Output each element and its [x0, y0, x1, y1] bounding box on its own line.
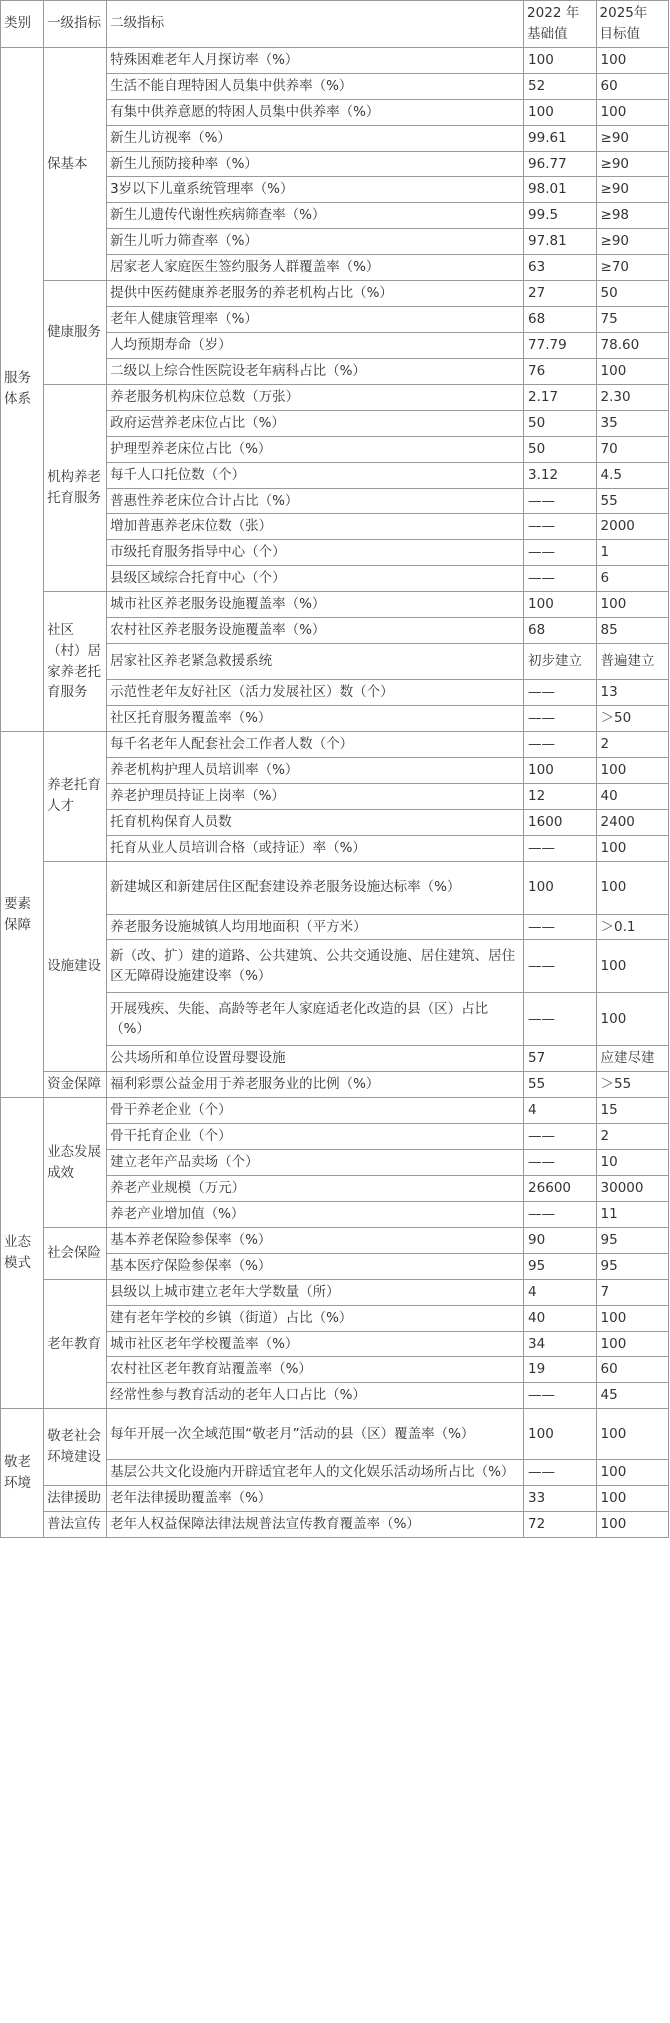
secondary-indicator-cell: 增加普惠养老床位数（张）	[107, 514, 524, 540]
target-value-cell: 100	[596, 47, 668, 73]
primary-indicator-cell: 设施建设	[44, 861, 107, 1072]
base-value-cell: 4	[524, 1279, 596, 1305]
target-value-cell: 35	[596, 410, 668, 436]
base-value-cell: 52	[524, 73, 596, 99]
table-row	[1, 1227, 669, 1253]
base-value-cell: 33	[524, 1486, 596, 1512]
target-value-cell: 15	[596, 1098, 668, 1124]
target-value-cell: 85	[596, 618, 668, 644]
base-value-cell: 68	[524, 307, 596, 333]
primary-indicator-cell: 社会保险	[44, 1227, 107, 1279]
primary-indicator-cell: 资金保障	[44, 1072, 107, 1098]
table-row	[1, 384, 669, 410]
secondary-indicator-cell: 基层公共文化设施内开辟适宜老年人的文化娱乐活动场所占比（%）	[107, 1460, 524, 1486]
table-row	[1, 1486, 669, 1512]
target-value-cell: ≥90	[596, 125, 668, 151]
secondary-indicator-cell: 城市社区老年学校覆盖率（%）	[107, 1331, 524, 1357]
target-value-cell: 13	[596, 680, 668, 706]
base-value-cell: ——	[524, 1124, 596, 1150]
base-value-cell: 26600	[524, 1176, 596, 1202]
target-value-cell: 100	[596, 358, 668, 384]
category-cell: 业态模式	[1, 1098, 44, 1409]
secondary-indicator-cell: 农村社区老年教育站覆盖率（%）	[107, 1357, 524, 1383]
category-cell: 要素保障	[1, 731, 44, 1097]
base-value-cell: 2.17	[524, 384, 596, 410]
base-value-cell: 100	[524, 861, 596, 914]
base-value-cell: 55	[524, 1072, 596, 1098]
base-value-cell: ——	[524, 1460, 596, 1486]
target-value-cell: 75	[596, 307, 668, 333]
base-value-cell: 90	[524, 1227, 596, 1253]
target-value-cell: ≥90	[596, 229, 668, 255]
target-value-cell: 2400	[596, 809, 668, 835]
base-value-cell: 63	[524, 255, 596, 281]
secondary-indicator-cell: 骨干托育企业（个）	[107, 1124, 524, 1150]
target-value-cell: 4.5	[596, 462, 668, 488]
secondary-indicator-cell: 示范性老年友好社区（活力发展社区）数（个）	[107, 680, 524, 706]
secondary-indicator-cell: 农村社区养老服务设施覆盖率（%）	[107, 618, 524, 644]
table-row	[1, 861, 669, 914]
base-value-cell: 100	[524, 47, 596, 73]
target-value-cell: 70	[596, 436, 668, 462]
base-value-cell: 100	[524, 757, 596, 783]
base-value-cell: ——	[524, 488, 596, 514]
secondary-indicator-cell: 公共场所和单位设置母婴设施	[107, 1046, 524, 1072]
table-row	[1, 1409, 669, 1460]
header-target-value	[596, 1, 668, 48]
secondary-indicator-cell: 每年开展一次全域范围“敬老月”活动的县（区）覆盖率（%）	[107, 1409, 524, 1460]
target-value-cell: 30000	[596, 1176, 668, 1202]
secondary-indicator-cell: 养老产业规模（万元）	[107, 1176, 524, 1202]
header-secondary-indicator: 二级指标	[107, 1, 524, 48]
target-value-cell: 100	[596, 1486, 668, 1512]
target-value-cell: 60	[596, 73, 668, 99]
base-value-cell: 95	[524, 1253, 596, 1279]
header-base-line2: 基础值	[527, 25, 568, 42]
base-value-cell: 76	[524, 358, 596, 384]
target-value-cell: 78.60	[596, 332, 668, 358]
target-value-cell: 60	[596, 1357, 668, 1383]
target-value-cell: 100	[596, 861, 668, 914]
target-value-cell: 100	[596, 1305, 668, 1331]
base-value-cell: 100	[524, 1409, 596, 1460]
target-value-cell: 1	[596, 540, 668, 566]
target-value-cell: 普遍建立	[596, 644, 668, 680]
secondary-indicator-cell: 政府运营养老床位占比（%）	[107, 410, 524, 436]
table-row	[1, 47, 669, 73]
secondary-indicator-cell: 提供中医药健康养老服务的养老机构占比（%）	[107, 281, 524, 307]
primary-indicator-cell: 敬老社会环境建设	[44, 1409, 107, 1486]
target-value-cell: 2.30	[596, 384, 668, 410]
secondary-indicator-cell: 人均预期寿命（岁）	[107, 332, 524, 358]
target-value-cell: ≥70	[596, 255, 668, 281]
secondary-indicator-cell: 福利彩票公益金用于养老服务业的比例（%）	[107, 1072, 524, 1098]
table-row	[1, 1279, 669, 1305]
base-value-cell: ——	[524, 914, 596, 940]
base-value-cell: 12	[524, 783, 596, 809]
base-value-cell: ——	[524, 940, 596, 993]
secondary-indicator-cell: 老年法律援助覆盖率（%）	[107, 1486, 524, 1512]
primary-indicator-cell: 健康服务	[44, 281, 107, 385]
secondary-indicator-cell: 新生儿听力筛查率（%）	[107, 229, 524, 255]
secondary-indicator-cell: 托育从业人员培训合格（或持证）率（%）	[107, 835, 524, 861]
target-value-cell: 100	[596, 592, 668, 618]
table-body	[1, 47, 669, 1537]
table-row	[1, 281, 669, 307]
base-value-cell: 72	[524, 1512, 596, 1538]
primary-indicator-cell: 普法宣传	[44, 1512, 107, 1538]
primary-indicator-cell: 机构养老托育服务	[44, 384, 107, 591]
secondary-indicator-cell: 普惠性养老床位合计占比（%）	[107, 488, 524, 514]
secondary-indicator-cell: 每千人口托位数（个）	[107, 462, 524, 488]
target-value-cell: 10	[596, 1150, 668, 1176]
base-value-cell: 68	[524, 618, 596, 644]
target-value-cell: ≥90	[596, 177, 668, 203]
base-value-cell: 4	[524, 1098, 596, 1124]
secondary-indicator-cell: 护理型养老床位占比（%）	[107, 436, 524, 462]
base-value-cell: 19	[524, 1357, 596, 1383]
secondary-indicator-cell: 基本养老保险参保率（%）	[107, 1227, 524, 1253]
secondary-indicator-cell: 老年人权益保障法律法规普法宣传教育覆盖率（%）	[107, 1512, 524, 1538]
secondary-indicator-cell: 每千名老年人配套社会工作者人数（个）	[107, 731, 524, 757]
target-value-cell: 100	[596, 1460, 668, 1486]
secondary-indicator-cell: 县级以上城市建立老年大学数量（所）	[107, 1279, 524, 1305]
secondary-indicator-cell: 有集中供养意愿的特困人员集中供养率（%）	[107, 99, 524, 125]
secondary-indicator-cell: 居家社区养老紧急救援系统	[107, 644, 524, 680]
secondary-indicator-cell: 养老护理员持证上岗率（%）	[107, 783, 524, 809]
target-value-cell: 95	[596, 1227, 668, 1253]
base-value-cell: ——	[524, 514, 596, 540]
target-value-cell: 45	[596, 1383, 668, 1409]
target-value-cell: 应建尽建	[596, 1046, 668, 1072]
secondary-indicator-cell: 养老服务机构床位总数（万张）	[107, 384, 524, 410]
base-value-cell: 57	[524, 1046, 596, 1072]
secondary-indicator-cell: 养老机构护理人员培训率（%）	[107, 757, 524, 783]
target-value-cell: 2	[596, 1124, 668, 1150]
target-value-cell: ≥98	[596, 203, 668, 229]
header-primary-indicator: 一级指标	[44, 1, 107, 48]
header-base-value	[524, 1, 596, 48]
header-category: 类别	[1, 1, 44, 48]
secondary-indicator-cell: 生活不能自理特困人员集中供养率（%）	[107, 73, 524, 99]
table-row	[1, 1512, 669, 1538]
target-value-cell: 2000	[596, 514, 668, 540]
secondary-indicator-cell: 3岁以下儿童系统管理率（%）	[107, 177, 524, 203]
primary-indicator-cell: 养老托育人才	[44, 731, 107, 861]
base-value-cell: 3.12	[524, 462, 596, 488]
secondary-indicator-cell: 居家老人家庭医生签约服务人群覆盖率（%）	[107, 255, 524, 281]
table-row	[1, 592, 669, 618]
secondary-indicator-cell: 市级托育服务指导中心（个）	[107, 540, 524, 566]
base-value-cell: 99.5	[524, 203, 596, 229]
primary-indicator-cell: 业态发展成效	[44, 1098, 107, 1228]
base-value-cell: ——	[524, 1383, 596, 1409]
target-value-cell: 50	[596, 281, 668, 307]
base-value-cell: 100	[524, 592, 596, 618]
target-value-cell: 7	[596, 1279, 668, 1305]
secondary-indicator-cell: 基本医疗保险参保率（%）	[107, 1253, 524, 1279]
base-value-cell: ——	[524, 835, 596, 861]
secondary-indicator-cell: 城市社区养老服务设施覆盖率（%）	[107, 592, 524, 618]
base-value-cell: 100	[524, 99, 596, 125]
target-value-cell: 55	[596, 488, 668, 514]
target-value-cell: 6	[596, 566, 668, 592]
base-value-cell: 97.81	[524, 229, 596, 255]
target-value-cell: 100	[596, 1409, 668, 1460]
header-base-line1: 2022 年	[527, 5, 580, 21]
base-value-cell: ——	[524, 680, 596, 706]
category-cell: 敬老环境	[1, 1409, 44, 1538]
target-value-cell: ＞50	[596, 705, 668, 731]
base-value-cell: 34	[524, 1331, 596, 1357]
target-value-cell: ≥90	[596, 151, 668, 177]
table-row	[1, 1098, 669, 1124]
category-cell: 服务体系	[1, 47, 44, 731]
target-value-cell: 100	[596, 835, 668, 861]
base-value-cell: 初步建立	[524, 644, 596, 680]
base-value-cell: ——	[524, 705, 596, 731]
secondary-indicator-cell: 经常性参与教育活动的老年人口占比（%）	[107, 1383, 524, 1409]
secondary-indicator-cell: 新（改、扩）建的道路、公共建筑、公共交通设施、居住建筑、居住区无障碍设施建设率（%）	[107, 940, 524, 993]
secondary-indicator-cell: 新生儿访视率（%）	[107, 125, 524, 151]
base-value-cell: 99.61	[524, 125, 596, 151]
header-target-line1: 2025年	[599, 5, 648, 21]
secondary-indicator-cell: 托育机构保育人员数	[107, 809, 524, 835]
primary-indicator-cell: 法律援助	[44, 1486, 107, 1512]
base-value-cell: 98.01	[524, 177, 596, 203]
target-value-cell: 100	[596, 1331, 668, 1357]
secondary-indicator-cell: 社区托育服务覆盖率（%）	[107, 705, 524, 731]
secondary-indicator-cell: 新生儿遗传代谢性疾病筛查率（%）	[107, 203, 524, 229]
secondary-indicator-cell: 建立老年产品卖场（个）	[107, 1150, 524, 1176]
header-target-line2: 目标值	[599, 25, 641, 42]
secondary-indicator-cell: 养老服务设施城镇人均用地面积（平方米）	[107, 914, 524, 940]
secondary-indicator-cell: 骨干养老企业（个）	[107, 1098, 524, 1124]
primary-indicator-cell: 社区（村）居家养老托育服务	[44, 592, 107, 732]
base-value-cell: ——	[524, 566, 596, 592]
base-value-cell: ——	[524, 993, 596, 1046]
base-value-cell: ——	[524, 1150, 596, 1176]
secondary-indicator-cell: 特殊困难老年人月探访率（%）	[107, 47, 524, 73]
base-value-cell: 50	[524, 410, 596, 436]
secondary-indicator-cell: 老年人健康管理率（%）	[107, 307, 524, 333]
base-value-cell: ——	[524, 1201, 596, 1227]
secondary-indicator-cell: 新生儿预防接种率（%）	[107, 151, 524, 177]
primary-indicator-cell: 老年教育	[44, 1279, 107, 1409]
base-value-cell: 40	[524, 1305, 596, 1331]
primary-indicator-cell: 保基本	[44, 47, 107, 280]
target-value-cell: 100	[596, 1512, 668, 1538]
target-value-cell: 40	[596, 783, 668, 809]
table-row	[1, 1072, 669, 1098]
base-value-cell: 96.77	[524, 151, 596, 177]
secondary-indicator-cell: 建有老年学校的乡镇（街道）占比（%）	[107, 1305, 524, 1331]
secondary-indicator-cell: 养老产业增加值（%）	[107, 1201, 524, 1227]
target-value-cell: 2	[596, 731, 668, 757]
target-value-cell: ＞55	[596, 1072, 668, 1098]
base-value-cell: ——	[524, 731, 596, 757]
target-value-cell: 11	[596, 1201, 668, 1227]
target-value-cell: 100	[596, 99, 668, 125]
target-value-cell: ＞0.1	[596, 914, 668, 940]
base-value-cell: 77.79	[524, 332, 596, 358]
target-value-cell: 95	[596, 1253, 668, 1279]
secondary-indicator-cell: 二级以上综合性医院设老年病科占比（%）	[107, 358, 524, 384]
base-value-cell: 1600	[524, 809, 596, 835]
target-value-cell: 100	[596, 940, 668, 993]
target-value-cell: 100	[596, 757, 668, 783]
target-value-cell: 100	[596, 993, 668, 1046]
secondary-indicator-cell: 新建城区和新建居住区配套建设养老服务设施达标率（%）	[107, 861, 524, 914]
secondary-indicator-cell: 开展残疾、失能、高龄等老年人家庭适老化改造的县（区）占比（%）	[107, 993, 524, 1046]
table-row	[1, 731, 669, 757]
secondary-indicator-cell: 县级区域综合托育中心（个）	[107, 566, 524, 592]
base-value-cell: 27	[524, 281, 596, 307]
base-value-cell: ——	[524, 540, 596, 566]
base-value-cell: 50	[524, 436, 596, 462]
